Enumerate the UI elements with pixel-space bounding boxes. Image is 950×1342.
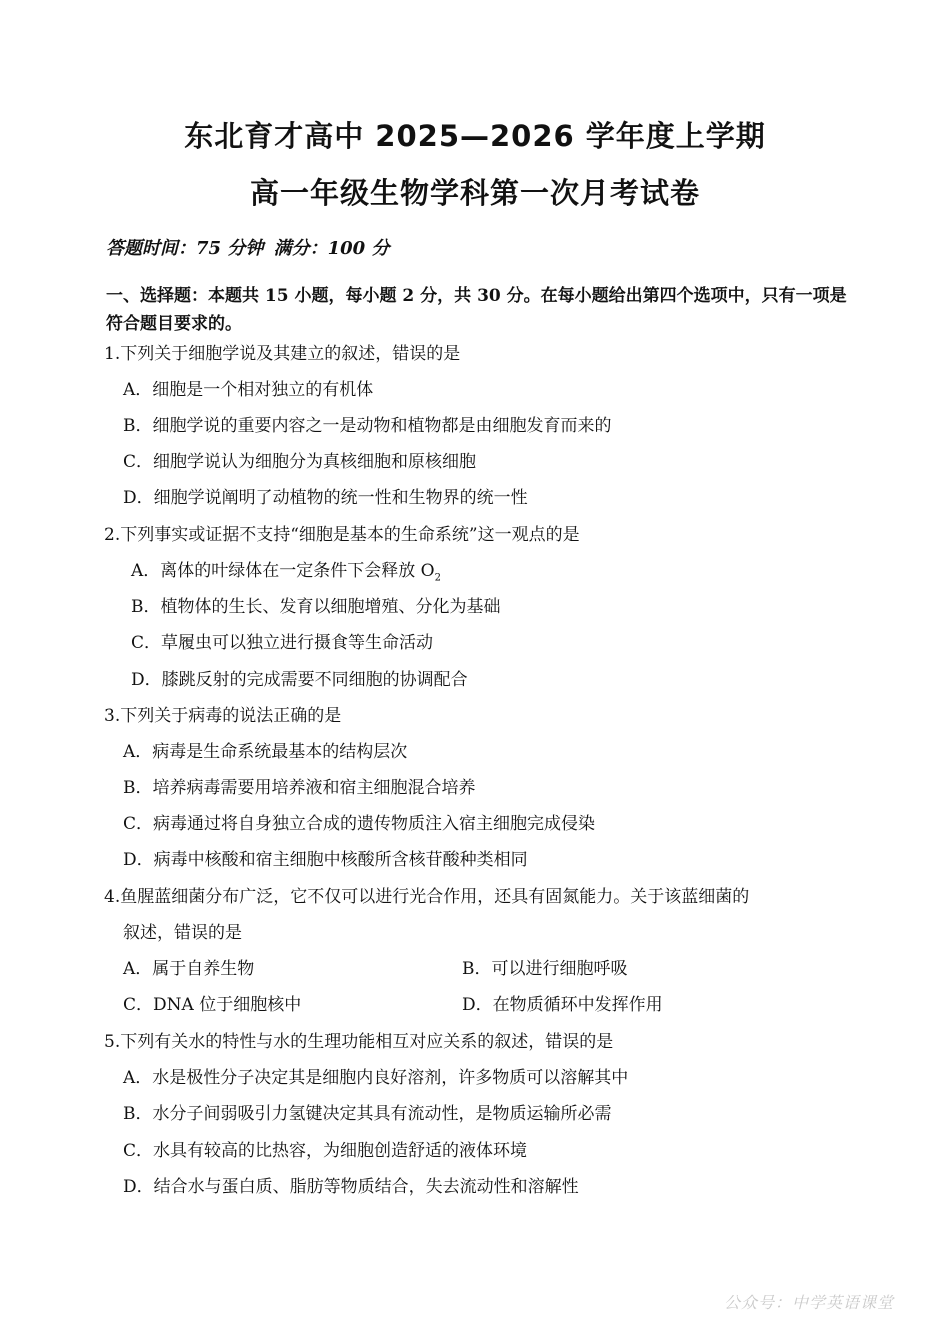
question-option: D．细胞学说阐明了动植物的统一性和生物界的统一性 bbox=[123, 488, 528, 508]
exam-title-line1: 东北育才高中 2025—2026 学年度上学期 bbox=[184, 119, 766, 153]
section-heading: 一、选择题：本题共 15 小题，每小题 2 分，共 30 分。在每小题给出第四个选项中，只有一项是符合题目要求的。 bbox=[106, 286, 847, 334]
question-stem-continued: 叙述，错误的是 bbox=[123, 923, 242, 943]
exam-score: 满分：100 分 bbox=[273, 238, 390, 259]
question-option: A．细胞是一个相对独立的有机体 bbox=[123, 380, 374, 400]
question-stem: 2.下列事实或证据不支持“细胞是基本的生命系统”这一观点的是 bbox=[104, 525, 580, 545]
question-option: D．病毒中核酸和宿主细胞中核酸所含核苷酸种类相同 bbox=[123, 850, 528, 870]
exam-time: 答题时间：75 分钟 bbox=[106, 238, 264, 259]
question-stem: 3.下列关于病毒的说法正确的是 bbox=[104, 706, 342, 726]
question-option: C．水具有较高的比热容，为细胞创造舒适的液体环境 bbox=[123, 1141, 528, 1161]
question-option: D．结合水与蛋白质、脂肪等物质结合，失去流动性和溶解性 bbox=[123, 1177, 579, 1197]
question-option bbox=[131, 559, 441, 590]
question-option: D．在物质循环中发挥作用 bbox=[462, 995, 663, 1015]
exam-meta bbox=[106, 234, 393, 260]
question-option: C．DNA 位于细胞核中 bbox=[123, 995, 302, 1015]
question-option: B．植物体的生长、发育以细胞增殖、分化为基础 bbox=[131, 597, 501, 617]
question-stem: 1.下列关于细胞学说及其建立的叙述，错误的是 bbox=[104, 344, 461, 364]
question-option: B．细胞学说的重要内容之一是动物和植物都是由细胞发育而来的 bbox=[123, 416, 612, 436]
exam-title-line2: 高一年级生物学科第一次月考试卷 bbox=[249, 176, 700, 210]
question-option: B．可以进行细胞呼吸 bbox=[462, 959, 628, 979]
question-option: A．水是极性分子决定其是细胞内良好溶剂，许多物质可以溶解其中 bbox=[123, 1068, 629, 1088]
option-text: A．离体的叶绿体在一定条件下会释放 O bbox=[131, 561, 435, 581]
question-stem: 4.鱼腥蓝细菌分布广泛，它不仅可以进行光合作用，还具有固氮能力。关于该蓝细菌的 bbox=[104, 887, 750, 907]
o2-subscript: 2 bbox=[434, 572, 441, 584]
question-stem: 5.下列有关水的特性与水的生理功能相互对应关系的叙述，错误的是 bbox=[104, 1032, 614, 1052]
question-option: A．属于自养生物 bbox=[123, 959, 255, 979]
question-option: C．细胞学说认为细胞分为真核细胞和原核细胞 bbox=[123, 452, 477, 472]
question-option: B．培养病毒需要用培养液和宿主细胞混合培养 bbox=[123, 778, 476, 798]
question-option: A．病毒是生命系统最基本的结构层次 bbox=[123, 742, 408, 762]
question-option: C．病毒通过将自身独立合成的遗传物质注入宿主细胞完成侵染 bbox=[123, 814, 596, 834]
question-option: D．膝跳反射的完成需要不同细胞的协调配合 bbox=[131, 670, 468, 690]
watermark: 公众号：中学英语课堂 bbox=[723, 1293, 894, 1312]
question-option: C．草履虫可以独立进行摄食等生命活动 bbox=[131, 633, 434, 653]
question-option: B．水分子间弱吸引力氢键决定其具有流动性，是物质运输所必需 bbox=[123, 1104, 612, 1124]
